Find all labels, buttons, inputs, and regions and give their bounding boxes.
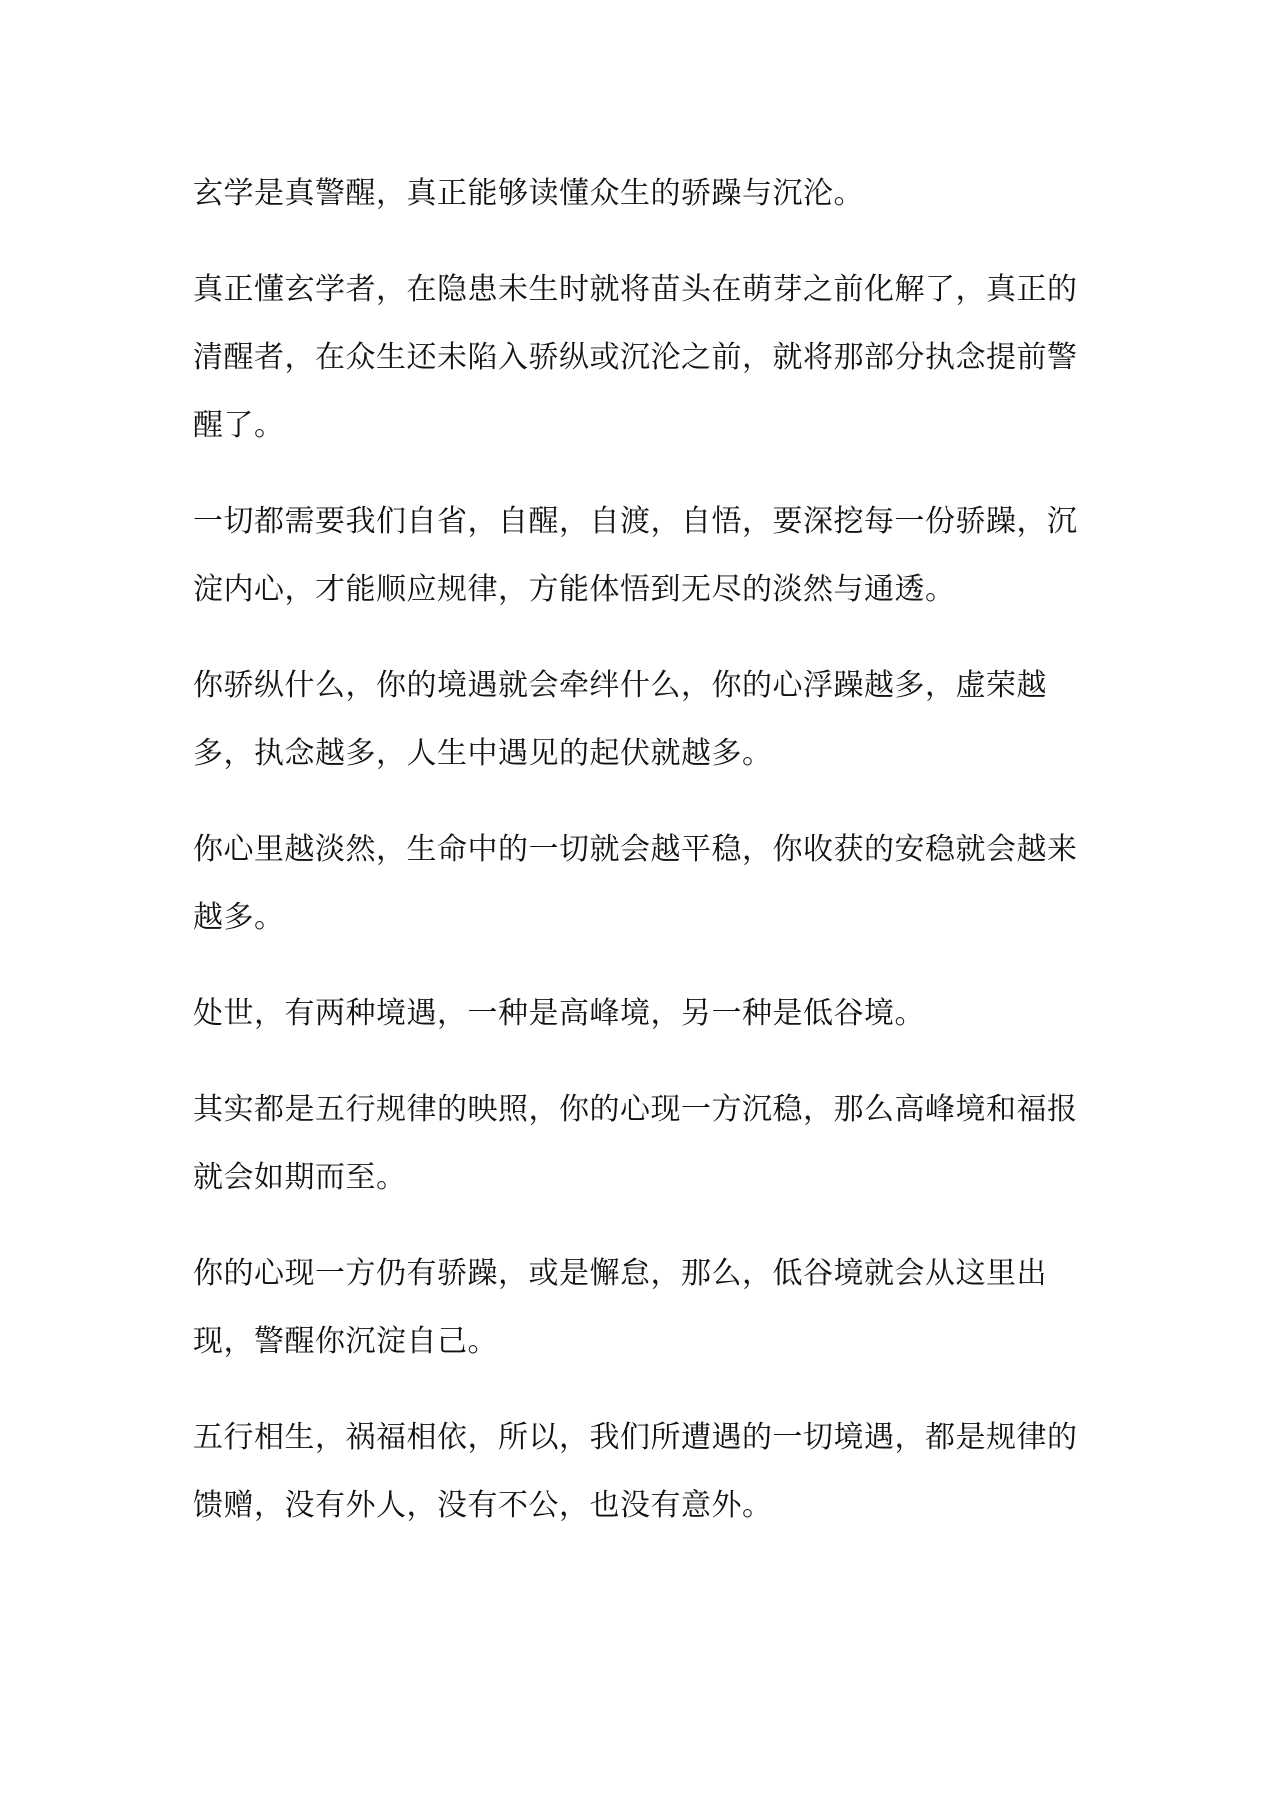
paragraph-4: 你骄纵什么，你的境遇就会牵绊什么，你的心浮躁越多，虚荣越多，执念越多，人生中遇见的起伏就越多。 bbox=[193, 668, 1047, 771]
paragraph-1: 玄学是真警醒，真正能够读懂众生的骄躁与沉沦。 bbox=[193, 176, 864, 211]
paragraph-3: 一切都需要我们自省，自醒，自渡，自悟，要深挖每一份骄躁，沉淀内心，才能顺应规律，方能体悟到无尽的淡然与通透。 bbox=[193, 504, 1078, 607]
paragraph-7: 其实都是五行规律的映照，你的心现一方沉稳，那么高峰境和福报就会如期而至。 bbox=[193, 1092, 1078, 1195]
paragraph-6: 处世，有两种境遇，一种是高峰境，另一种是低谷境。 bbox=[193, 996, 925, 1031]
paragraph-5: 你心里越淡然，生命中的一切就会越平稳，你收获的安稳就会越来越多。 bbox=[193, 832, 1078, 935]
document-body bbox=[193, 160, 1093, 1540]
paragraph-2: 真正懂玄学者，在隐患未生时就将苗头在萌芽之前化解了，真正的清醒者，在众生还未陷入骄纵或沉沦之前，就将那部分执念提前警醒了。 bbox=[193, 272, 1078, 443]
paragraph-8: 你的心现一方仍有骄躁，或是懈怠，那么，低谷境就会从这里出现，警醒你沉淀自己。 bbox=[193, 1256, 1047, 1359]
paragraph-9: 五行相生，祸福相依，所以，我们所遭遇的一切境遇，都是规律的馈赠，没有外人，没有不公，也没有意外。 bbox=[193, 1420, 1078, 1523]
